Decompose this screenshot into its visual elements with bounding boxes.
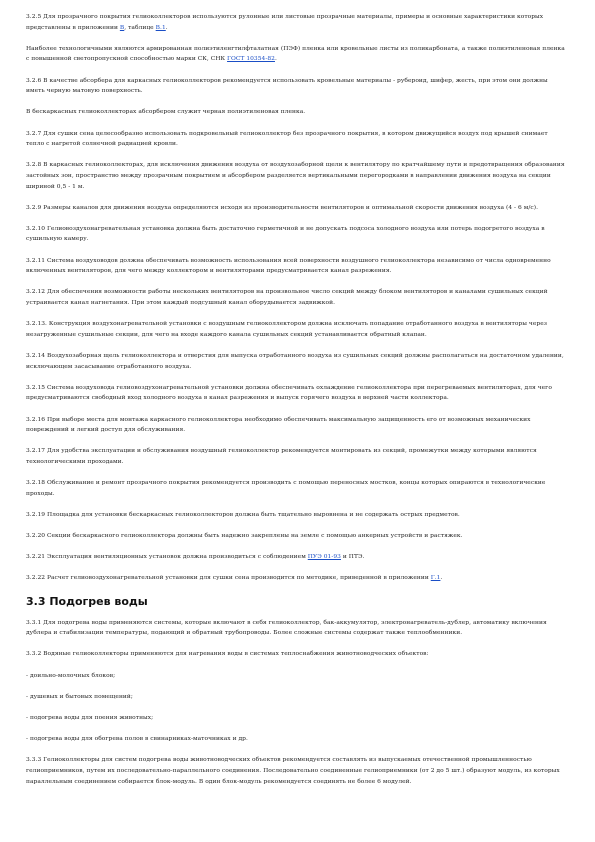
paragraph-q3 [26, 671, 566, 682]
paragraph-p8 [26, 224, 566, 245]
reference-link[interactable]: ПУЭ 01-93 [307, 554, 341, 561]
paragraph-text: 3.2.17 Для удобства эксплуатации и обслуживания воздушный гелиоколлектор рекомендуется монтировать из секций, промежутки между которыми являются технологическими проходами. [26, 448, 537, 465]
reference-link[interactable]: ГОСТ 10354-82 [227, 56, 275, 63]
paragraph-text-tail: . [440, 575, 443, 582]
reference-link[interactable]: В.1 [155, 24, 166, 31]
paragraph-text: 3.2.6 В качестве абсорбера для каркасных гелиоколлекторов рекомендуется использовать кровельные материалы - рубероид, шифер, жесть, при этом они должны иметь черную матовую поверхность. [26, 77, 548, 95]
paragraph-text-tail: . [274, 56, 277, 63]
paragraph-text: - доильно-молочных блоков; [26, 672, 116, 679]
paragraph-p12 [26, 351, 566, 372]
paragraph-p10 [26, 287, 566, 308]
paragraph-text: 3.2.12 Для обеспечения возможности работы нескольких вентиляторов на произвольное число секций между блоком вентиляторов и каналами сушильных секций устраивается канал нагнетания. При этом каждый подсушный канал оборудывается задвижкой. [26, 289, 548, 307]
paragraph-text: Наиболее технологичными являются армированная полиэтиленгтилфталатная (ПЭФ) пленка или кровельные листы из поликарбоната, а также полиэтиленовая пленка с повышенной светопропускной способностью марки СК, СНК [26, 45, 565, 63]
paragraph-text: - душевых и бытовых помещений; [26, 693, 133, 700]
paragraph-text-tail: . [165, 24, 168, 31]
paragraph-text: 3.2.22 Расчет гелиовоздухонагревательной установки для сушки сена производится по методике, приведенной в приложении [26, 575, 431, 582]
paragraph-p9 [26, 256, 566, 277]
paragraph-q1 [26, 618, 566, 639]
paragraph-q4 [26, 692, 566, 703]
paragraph-text: 3.2.9 Размеры каналов для движения воздуха определяются исходя из производительности вентиляторов и оптимальной скорости движения воздуха (4 - 6 м/с). [26, 204, 539, 211]
paragraph-text-tail: и ПТЭ. [340, 554, 365, 561]
paragraph-q5 [26, 713, 566, 724]
section-heading: 3.3 Подогрев воды [26, 594, 148, 608]
paragraph-p19 [26, 552, 566, 563]
paragraph-p17 [26, 510, 566, 521]
paragraph-p2 [26, 44, 566, 65]
paragraph-p15 [26, 446, 566, 467]
paragraph-p14 [26, 415, 566, 436]
paragraph-text: 3.3.3 Гелиоколлекторы для систем подогрева воды животноводческих объектов рекомендуется составлять из выпускаемых отечественной промышленностью гелиоприемников, путем их последовательно-параллельного соединения. Последовательно соединенные гелиоприемники (от 2 до 5 шт.) образуют модуль, из которых параллельным соединением собирается блок-модуль. В один блок-модуль рекомендуется соединять не более 6 модулей. [26, 757, 560, 785]
paragraph-p4 [26, 107, 566, 118]
paragraph-text-tail: , таблице [124, 24, 156, 31]
paragraph-text: 3.2.7 Для сушки сена целесообразно использовать подкровельный гелиоколлектор без прозрачного покрытия, в котором движущийся воздух под крышей снимает тепло с нагретой солнечной радиацией кровли. [26, 130, 548, 148]
paragraph-text: 3.3.2 Водяные гелиоколлекторы применяются для нагревания воды в системах теплоснабжения животноводческих объектов: [26, 651, 429, 658]
paragraph-p18 [26, 531, 566, 542]
paragraph-text: 3.2.8 В каркасных гелиоколлекторах, для исключения движения воздуха от воздухозаборной щели к вентилятору по кратчайшему пути и предотвращения образования застойных зон, пространство между прозрачным покрытием и абсорбером разделяется вертикальными перегородками в направлении движения воздуха на секции шириной 0,5 - 1 м. [26, 162, 565, 190]
paragraph-p6 [26, 160, 566, 192]
paragraph-p16 [26, 478, 566, 499]
paragraph-p11 [26, 319, 566, 340]
paragraph-p20 [26, 573, 566, 584]
paragraph-q6 [26, 734, 566, 745]
paragraphs-section-3-3 [26, 618, 566, 788]
paragraph-p3 [26, 76, 566, 97]
paragraph-text: 3.2.10 Гелиовоздухонагревательная установка должна быть достаточно герметичной и не допускать подсоса холодного воздуха или потерь подогретого воздуха в сушильную камеру. [26, 225, 545, 243]
paragraph-text: 3.2.18 Обслуживание и ремонт прозрачного покрытия рекомендуется производить с помощью переносных мостков, концы которых опираются в технологические проходы. [26, 480, 546, 497]
paragraph-text: - подогрева воды для поения животных; [26, 715, 154, 721]
reference-link[interactable]: В [119, 24, 125, 31]
paragraph-text: 3.2.14 Воздухозаборная щель гелиоколлектора и отверстия для выпуска отработанного воздуха из сушильных секций должны располагаться на достаточном удалении, исключающем засасывание отработанного воздуха. [26, 353, 564, 370]
paragraph-text: 3.2.20 Секции бескаркасного гелиоколлектора должны быть надежно закреплены на земле с помощью анкерных устройств и растяжек. [26, 533, 463, 540]
paragraph-text: 3.2.21 Эксплуатация вентиляционных установок должна производиться с соблюдением [26, 554, 308, 561]
paragraph-text: 3.2.16 При выборе места для монтажа каркасного гелиоколлектора необходимо обеспечивать максимальную защищенность его от возможных механических повреждений и легкий доступ для обслуживания. [26, 416, 531, 434]
paragraph-text: 3.2.13. Конструкция воздухонагревательной установки с воздушным гелиоколлектором должна исключать попадание отработанного воздуха в вентиляторы через незагруженные сушильные секции, для чего на входе каждого канала сушильных секций устанавливается обратный клапан. [26, 321, 547, 338]
document-body [26, 12, 566, 798]
paragraphs-section-3-2 [26, 12, 566, 584]
paragraph-p1 [26, 12, 566, 33]
paragraph-p7 [26, 203, 566, 214]
paragraph-p13 [26, 383, 566, 404]
paragraph-text: 3.3.1 Для подогрева воды применяются системы, которые включают в себя гелиоколлектор, бак-аккумулятор, электронагреватель-дублер, автоматику включения дублера и стабилизации температуры, подающий и обратный трубопроводы. Более сложные системы содержат также теплообменники. [26, 619, 547, 637]
paragraph-text: - подогрева воды для обогрева полов в свинарниках-маточниках и др. [26, 736, 248, 743]
paragraph-text: 3.2.19 Площадка для установки бескаркасных гелиоколлекторов должна быть тщательно выровнена и не содержать острых предметов. [26, 511, 460, 518]
paragraph-q7 [26, 755, 566, 787]
paragraph-p5 [26, 129, 566, 150]
paragraph-text: 3.2.5 Для прозрачного покрытия гелиоколлекторов используются рулонные или листовые прозрачные материалы, примеры и основные характеристики которых представлены в приложении [26, 14, 544, 31]
paragraph-text: В бескаркасных гелиоколлекторах абсорбером служит черная полиэтиленовая пленка. [26, 109, 306, 116]
paragraph-q2 [26, 649, 566, 660]
paragraph-text: 3.2.15 Система воздуховода гелиовоздухонагревательной установки должна обеспечивать охлаждение гелиоколлектора при перегреваемых вентиляторах, для чего предусматриваются свободный вход холодного воздуха в канал разрежения и выпуск горячего воздуха в верхней части коллектора. [26, 384, 552, 402]
paragraph-text: 3.2.11 Система воздуховодов должна обеспечивать возможность использования всей поверхности воздушного гелиоколлектора независимо от числа одновременно включенных вентиляторов, для чего между коллектором и вентиляторами предусматривается канал разрежения. [26, 257, 551, 275]
reference-link[interactable]: Г.1 [430, 575, 441, 582]
